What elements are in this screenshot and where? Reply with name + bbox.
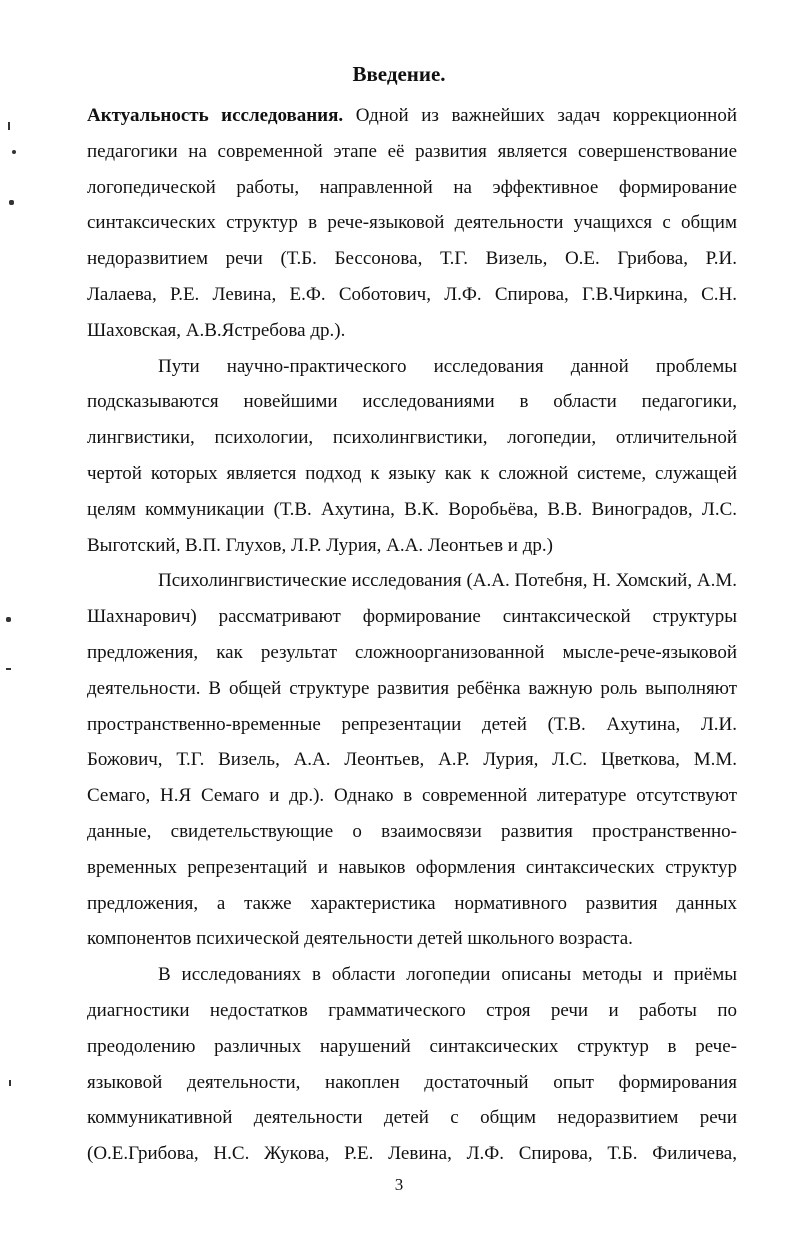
text-line: Пути научно-практического исследования данной проблемы (158, 355, 737, 377)
text-line: Выготский, В.П. Глухов, Л.Р. Лурия, А.А. Леонтьев и др.) (87, 534, 553, 556)
text-line: преодолению различных нарушений синтаксических структур в рече- (87, 1035, 737, 1057)
text-line: В исследованиях в области логопедии описаны методы и приёмы (158, 964, 737, 986)
text-line: недоразвитием речи (Т.Б. Бессонова, Т.Г. Визель, О.Е. Грибова, Р.И. (87, 248, 737, 270)
text-line: Лалаева, Р.Е. Левина, Е.Ф. Соботович, Л.Ф. Спирова, Г.В.Чиркина, С.Н. (87, 283, 737, 305)
text-line: Шаховская, А.В.Ястребова др.). (87, 319, 346, 341)
text-line: чертой которых является подход к языку как к сложной системе, служащей (87, 462, 737, 484)
text-line: Психолингвистические исследования (А.А. Потебня, Н. Хомский, А.М. (158, 570, 737, 592)
text-line: (О.Е.Грибова, Н.С. Жукова, Р.Е. Левина, Л.Ф. Спирова, Т.Б. Филичева, (87, 1143, 737, 1165)
text-line: компонентов психической деятельности детей школьного возраста. (87, 928, 633, 950)
scan-mark (8, 122, 10, 130)
text-line: пространственно-временные репрезентации детей (Т.В. Ахутина, Л.И. (87, 713, 737, 735)
text-line: диагностики недостатков грамматического строя речи и работы по (87, 999, 737, 1021)
text-line: предложения, а также характеристика нормативного развития данных (87, 892, 737, 914)
text-line: коммуникативной деятельности детей с общим недоразвитием речи (87, 1107, 737, 1129)
section-label: Актуальность исследования. (87, 105, 344, 126)
text-line: подсказываются новейшими исследованиями в области педагогики, (87, 391, 737, 413)
scan-mark (9, 200, 14, 205)
scan-mark (12, 150, 16, 154)
scan-mark (6, 668, 11, 670)
text-line: языковой деятельности, накоплен достаточный опыт формирования (87, 1071, 737, 1093)
text-line: предложения, как результат сложноорганизованной мысле-рече-языковой (87, 641, 737, 663)
text-line: синтаксических структур в рече-языковой деятельности учащихся с общим (87, 212, 737, 234)
scan-mark (9, 1080, 11, 1086)
scan-mark (6, 617, 11, 622)
text-line (87, 98, 737, 134)
text-line: целям коммуникации (Т.В. Ахутина, В.К. Воробьёва, В.В. Виноградов, Л.С. (87, 498, 737, 520)
page-number: 3 (394, 1175, 404, 1194)
text-line: временных репрезентаций и навыков оформления синтаксических структур (87, 856, 737, 878)
text-line-rest: Одной из важнейших задач коррекционной (343, 105, 737, 126)
text-line: лингвистики, психологии, психолингвистики, логопедии, отличительной (87, 427, 737, 449)
text-line: Шахнарович) рассматривают формирование синтаксической структуры (87, 606, 737, 628)
text-line: Семаго, Н.Я Семаго и др.). Однако в современной литературе отсутствуют (87, 785, 737, 807)
body-text (87, 98, 737, 1172)
text-line: данные, свидетельствующие о взаимосвязи развития пространственно- (87, 820, 737, 842)
text-line: Божович, Т.Г. Визель, А.А. Леонтьев, А.Р. Лурия, Л.С. Цветкова, М.М. (87, 749, 737, 771)
text-line: педагогики на современной этапе её развития является совершенствование (87, 140, 737, 162)
page-title: Введение. (352, 62, 446, 86)
text-line: логопедической работы, направленной на эффективное формирование (87, 176, 737, 198)
text-line: деятельности. В общей структуре развития ребёнка важную роль выполняют (87, 677, 737, 699)
